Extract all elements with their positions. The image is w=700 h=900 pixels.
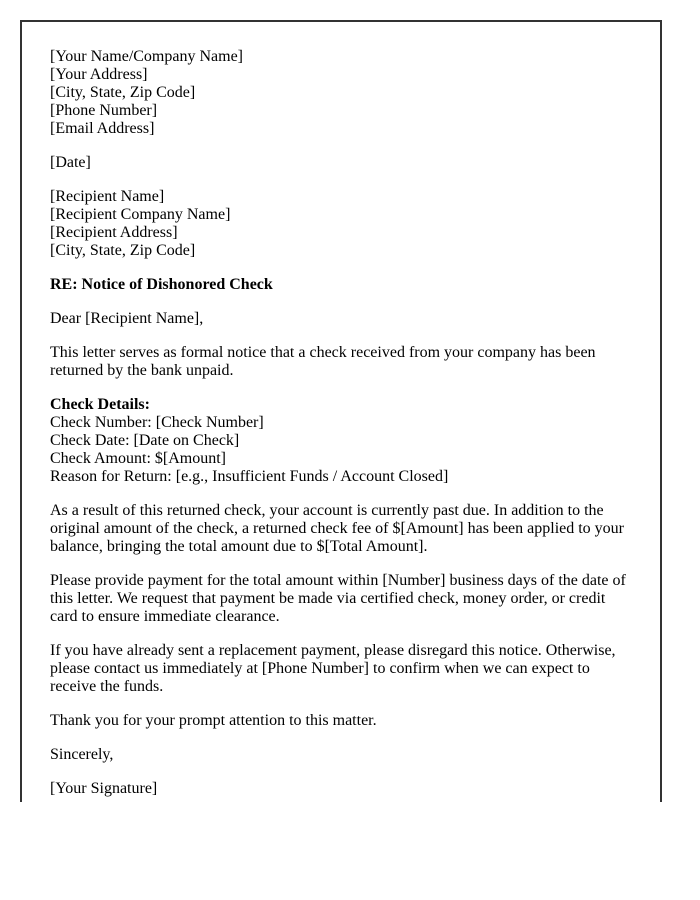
- paragraph-replacement-payment: If you have already sent a replacement payment, please disregard this notice. Otherwise, please contact us immediately at [Phone Number] to confirm when we can expect to receive the funds.: [50, 642, 616, 695]
- check-number-line: Check Number: [Check Number]: [50, 414, 264, 431]
- paragraph-payment-terms: Please provide payment for the total amount within [Number] business days of the date of this letter. We request that payment be made via certified check, money order, or credit card to ensure immediate clearance.: [50, 572, 626, 625]
- sender-city-state-zip: [City, State, Zip Code]: [50, 84, 196, 101]
- reason-for-return-line: Reason for Return: [e.g., Insufficient Funds / Account Closed]: [50, 468, 449, 485]
- sender-block: [50, 48, 632, 138]
- check-amount-line: Check Amount: $[Amount]: [50, 450, 226, 467]
- sender-phone: [Phone Number]: [50, 102, 158, 119]
- letter-document: [20, 20, 662, 802]
- recipient-block: [50, 188, 632, 260]
- sender-name: [Your Name/Company Name]: [50, 48, 244, 65]
- recipient-name: [Recipient Name]: [50, 188, 165, 205]
- subject-line: RE: Notice of Dishonored Check: [50, 276, 273, 293]
- signature-placeholder: [Your Signature]: [50, 780, 158, 797]
- date-line: [Date]: [50, 154, 91, 171]
- check-date-line: Check Date: [Date on Check]: [50, 432, 240, 449]
- sender-address: [Your Address]: [50, 66, 148, 83]
- letter-content: [22, 22, 660, 798]
- sender-email: [Email Address]: [50, 120, 155, 137]
- check-details-heading: Check Details:: [50, 396, 150, 413]
- salutation: Dear [Recipient Name],: [50, 310, 204, 327]
- paragraph-thank-you: Thank you for your prompt attention to this matter.: [50, 712, 377, 729]
- paragraph-intro: This letter serves as formal notice that a check received from your company has been returned by the bank unpaid.: [50, 344, 596, 379]
- check-details-block: [50, 396, 632, 486]
- recipient-company: [Recipient Company Name]: [50, 206, 231, 223]
- closing: Sincerely,: [50, 746, 114, 763]
- recipient-address: [Recipient Address]: [50, 224, 178, 241]
- recipient-city-state-zip: [City, State, Zip Code]: [50, 242, 196, 259]
- paragraph-past-due: As a result of this returned check, your account is currently past due. In addition to the original amount of the check, a returned check fee of $[Amount] has been applied to your balance, bringing the total amount due to $[Total Amount].: [50, 502, 625, 555]
